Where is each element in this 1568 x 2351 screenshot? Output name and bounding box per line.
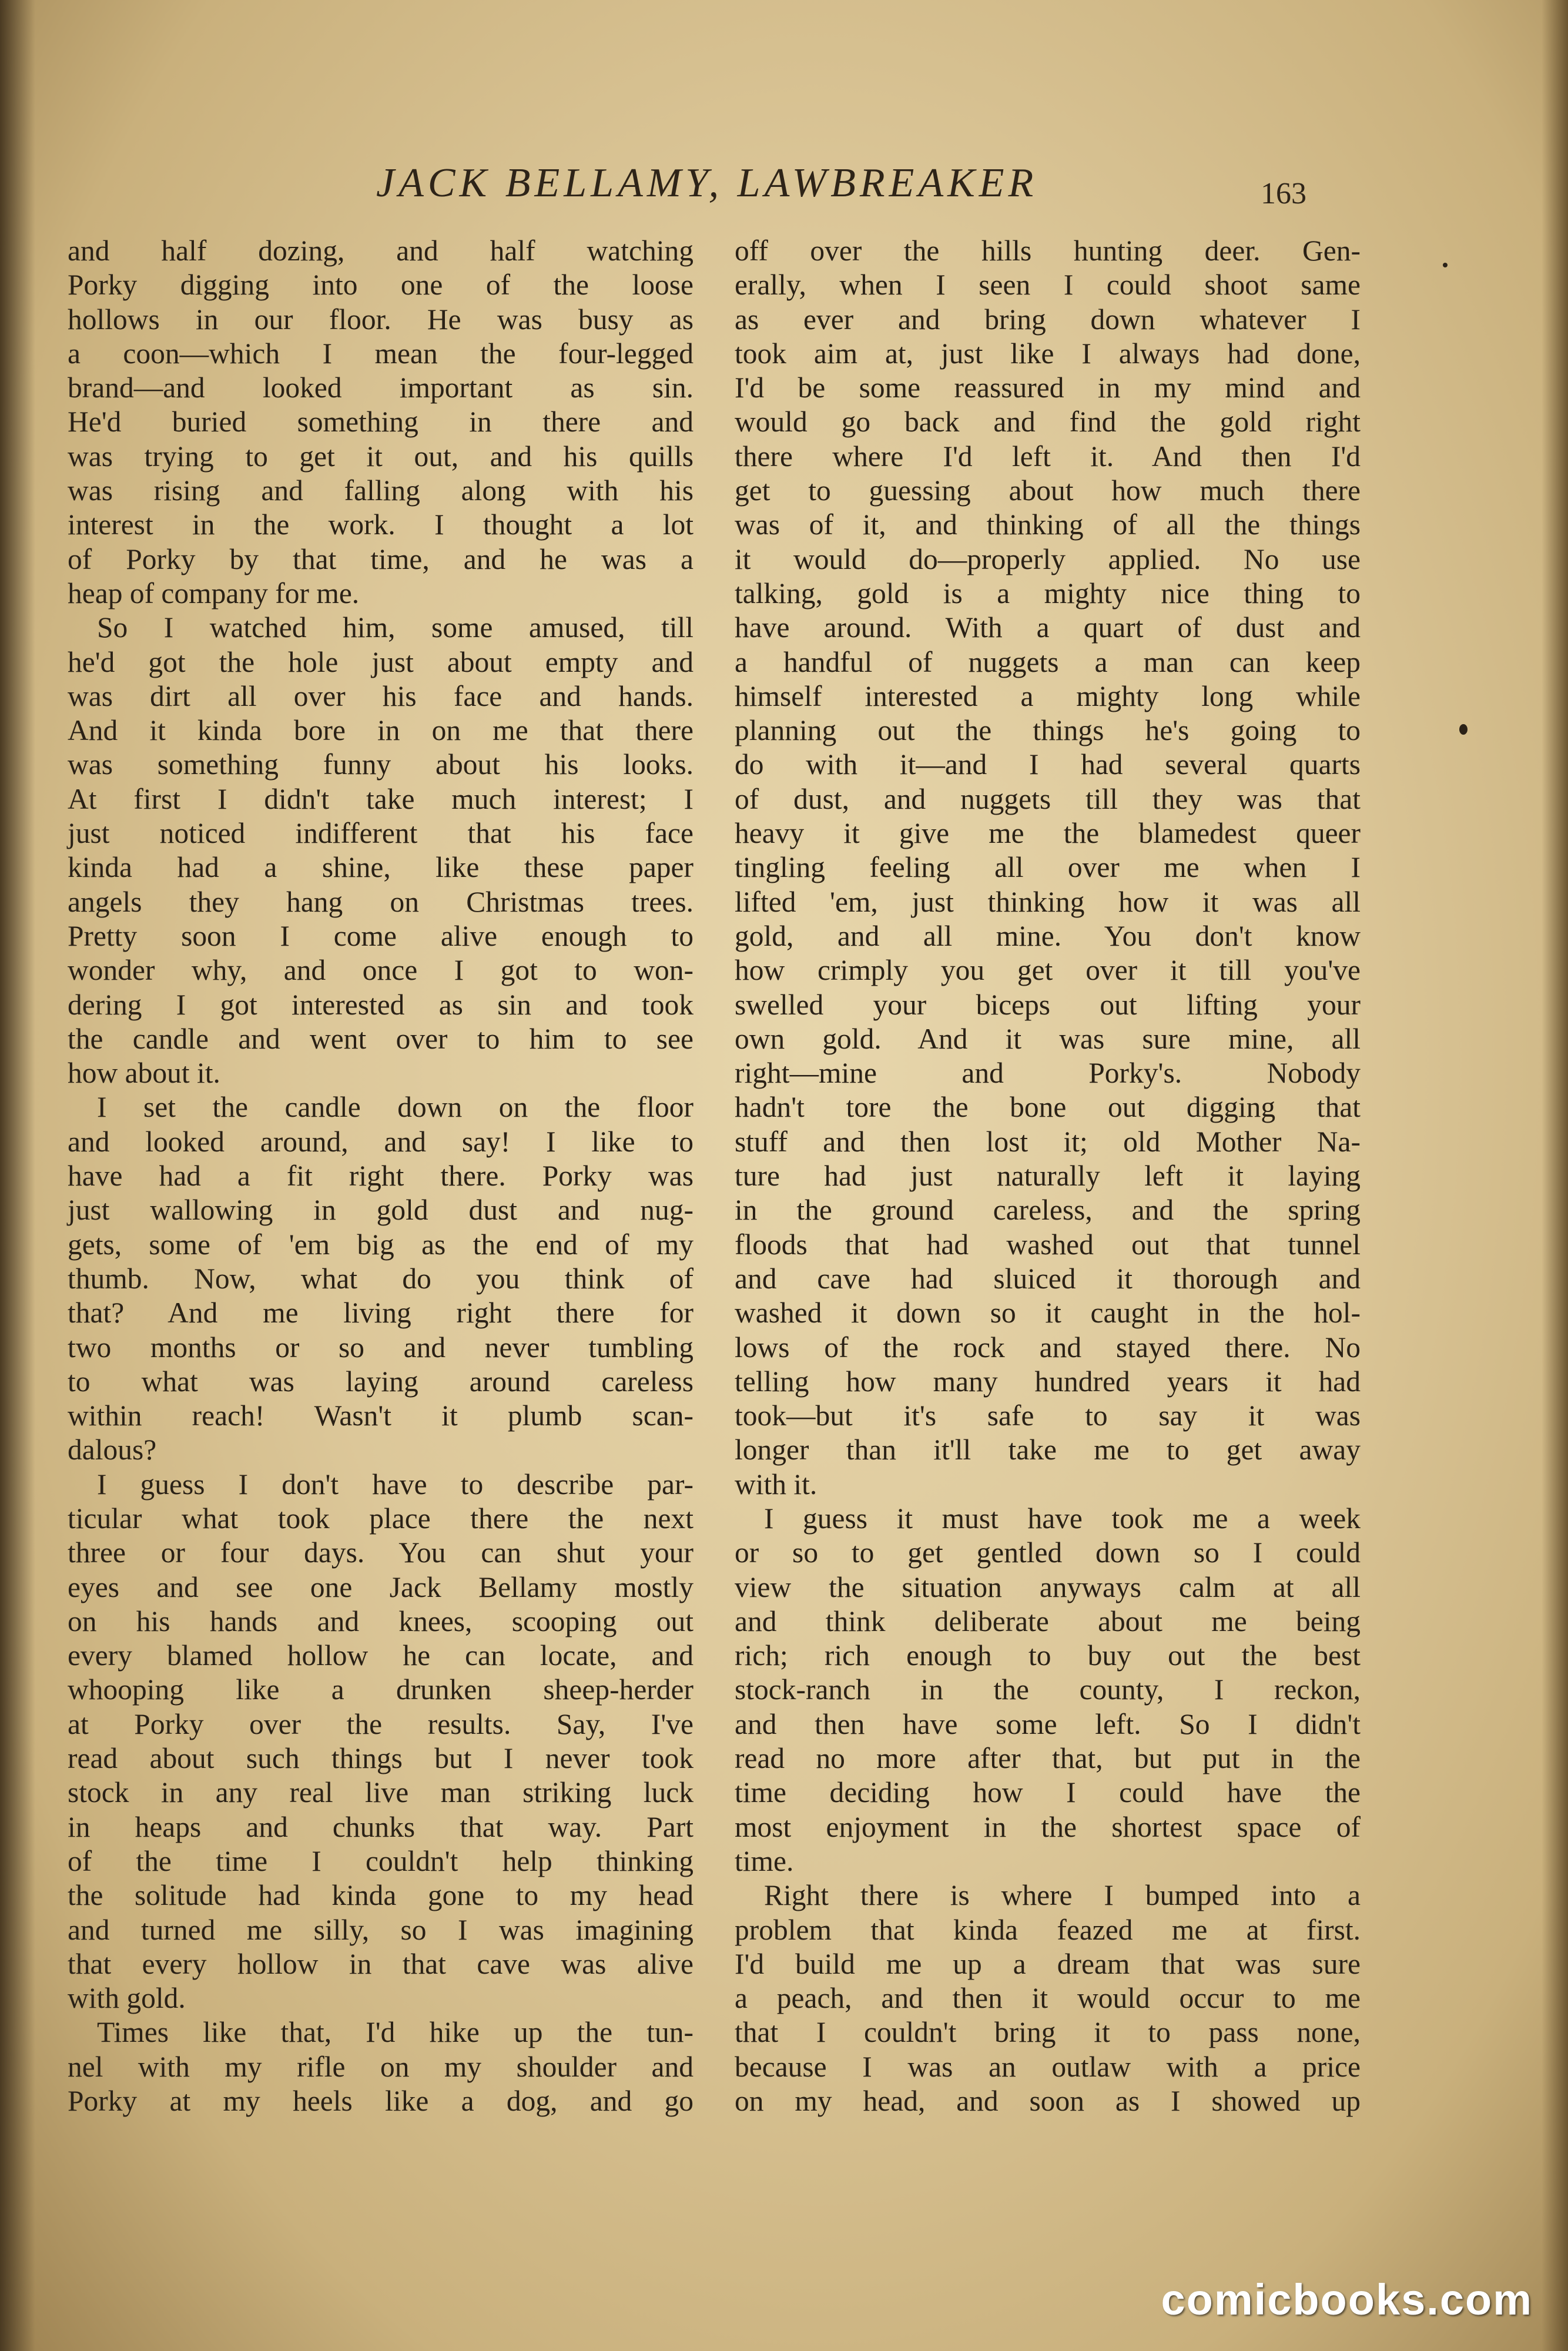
text-line: hadn't tore the bone out digging that: [735, 1091, 1361, 1124]
text-line: was something funny about his looks.: [68, 748, 693, 781]
text-line: thumb. Now, what do you think of: [68, 1262, 693, 1295]
text-line: was trying to get it out, and his quills: [68, 440, 693, 473]
text-line: in the ground careless, and the spring: [735, 1194, 1361, 1227]
text-line: and turned me silly, so I was imagining: [68, 1913, 693, 1946]
text-line: tingling feeling all over me when I: [735, 851, 1361, 884]
text-line: planning out the things he's going to: [735, 714, 1361, 747]
text-line: stuff and then lost it; old Mother Na-: [735, 1125, 1361, 1158]
text-line: just noticed indifferent that his face: [68, 817, 693, 850]
text-line: just wallowing in gold dust and nug-: [68, 1194, 693, 1227]
text-line: angels they hang on Christmas trees.: [68, 885, 693, 918]
text-line: how about it.: [68, 1057, 220, 1090]
text-line: gold, and all mine. You don't know: [735, 919, 1361, 952]
text-line: And it kinda bore in on me that there: [68, 714, 693, 747]
text-line: took—but it's safe to say it was: [735, 1399, 1361, 1432]
text-line: I guess I don't have to describe par-: [97, 1468, 693, 1501]
text-line: erally, when I seen I could shoot same: [735, 269, 1361, 302]
text-line: and cave had sluiced it thorough and: [735, 1262, 1361, 1295]
text-line: I'd build me up a dream that was sure: [735, 1947, 1361, 1980]
text-line: two months or so and never tumbling: [68, 1331, 693, 1364]
text-line: off over the hills hunting deer. Gen-: [735, 235, 1361, 267]
text-line: I'd be some reassured in my mind and: [735, 371, 1361, 404]
text-line: view the situation anyways calm at all: [735, 1570, 1361, 1603]
text-line: gets, some of 'em big as the end of my: [68, 1228, 693, 1261]
text-line: wonder why, and once I got to won-: [68, 954, 693, 987]
text-line: right—mine and Porky's. Nobody: [735, 1057, 1361, 1090]
text-line: heap of company for me.: [68, 577, 360, 609]
text-line: there where I'd left it. And then I'd: [735, 440, 1361, 473]
text-line: a coon—which I mean the four-legged: [68, 337, 693, 370]
text-line: a peach, and then it would occur to me: [735, 1982, 1361, 2015]
text-line: most enjoyment in the shortest space of: [735, 1810, 1361, 1843]
text-line: Pretty soon I come alive enough to: [68, 919, 693, 952]
text-line: get to guessing about how much there: [735, 474, 1361, 507]
text-line: within reach! Wasn't it plumb scan-: [68, 1399, 693, 1432]
text-line: that I couldn't bring it to pass none,: [735, 2016, 1361, 2049]
text-line: stock-ranch in the county, I reckon,: [735, 1673, 1361, 1706]
text-line: have had a fit right there. Porky was: [68, 1160, 693, 1193]
page-edge-shadow: [1542, 0, 1568, 2351]
text-line: Right there is where I bumped into a: [764, 1879, 1361, 1912]
text-line: floods that had washed out that tunnel: [735, 1228, 1361, 1261]
text-line: how crimply you get over it till you've: [735, 954, 1361, 987]
text-line: the candle and went over to him to see: [68, 1022, 693, 1055]
text-line: himself interested a mighty long while: [735, 679, 1361, 712]
text-line: with gold.: [68, 1982, 186, 2015]
text-line: was of it, and thinking of all the things: [735, 508, 1361, 541]
text-line: stock in any real live man striking luck: [68, 1776, 693, 1809]
text-line: washed it down so it caught in the hol-: [735, 1297, 1361, 1329]
text-line: brand—and looked important as sin.: [68, 371, 693, 404]
text-line: of dust, and nuggets till they was that: [735, 782, 1361, 815]
text-line: and then have some left. So I didn't: [735, 1707, 1361, 1740]
text-line: I set the candle down on the floor: [97, 1091, 693, 1124]
text-line: Times like that, I'd hike up the tun-: [97, 2016, 693, 2049]
text-line: and half dozing, and half watching: [68, 235, 693, 267]
text-line: because I was an outlaw with a price: [735, 2050, 1361, 2083]
text-line: So I watched him, some amused, till: [97, 611, 693, 644]
text-line: dering I got interested as sin and took: [68, 988, 693, 1021]
text-line: He'd buried something in there and: [68, 406, 693, 438]
text-line: read about such things but I never took: [68, 1742, 693, 1775]
ink-speck: [1443, 263, 1448, 267]
text-line: interest in the work. I thought a lot: [68, 508, 693, 541]
text-line: telling how many hundred years it had: [735, 1365, 1361, 1398]
text-line: a handful of nuggets a man can keep: [735, 645, 1361, 678]
text-line: on his hands and knees, scooping out: [68, 1605, 693, 1637]
text-line: to what was laying around careless: [68, 1365, 693, 1398]
text-line: kinda had a shine, like these paper: [68, 851, 693, 884]
text-line: the solitude had kinda gone to my head: [68, 1879, 693, 1912]
text-line: with it.: [735, 1468, 817, 1501]
text-line: problem that kinda feazed me at first.: [735, 1913, 1361, 1946]
text-line: ture had just naturally left it laying: [735, 1160, 1361, 1193]
text-line: he'd got the hole just about empty and: [68, 645, 693, 678]
text-line: or so to get gentled down so I could: [735, 1536, 1361, 1569]
text-line: read no more after that, but put in the: [735, 1742, 1361, 1775]
text-line: time.: [735, 1844, 794, 1877]
text-line: was rising and falling along with his: [68, 474, 693, 507]
text-line: of the time I couldn't help thinking: [68, 1844, 693, 1877]
watermark-logo: comicbooks.com: [1161, 2275, 1533, 2324]
text-line: have around. With a quart of dust and: [735, 611, 1361, 644]
left-text-column: [68, 234, 693, 2118]
text-line: ticular what took place there the next: [68, 1502, 693, 1535]
text-line: that? And me living right there for: [68, 1297, 693, 1329]
text-line: Porky digging into one of the loose: [68, 269, 693, 302]
text-line: do with it—and I had several quarts: [735, 748, 1361, 781]
text-line: I guess it must have took me a week: [764, 1502, 1361, 1535]
text-line: own gold. And it was sure mine, all: [735, 1022, 1361, 1055]
text-line: and think deliberate about me being: [735, 1605, 1361, 1637]
text-line: eyes and see one Jack Bellamy mostly: [68, 1570, 693, 1603]
text-line: talking, gold is a mighty nice thing to: [735, 577, 1361, 609]
running-title: JACK BELLAMY, LAWBREAKER: [376, 160, 1038, 206]
text-line: swelled your biceps out lifting your: [735, 988, 1361, 1021]
text-line: heavy it give me the blamedest queer: [735, 817, 1361, 850]
text-line: every blamed hollow he can locate, and: [68, 1639, 693, 1672]
text-line: time deciding how I could have the: [735, 1776, 1361, 1809]
text-line: At first I didn't take much interest; I: [68, 782, 693, 815]
text-line: was dirt all over his face and hands.: [68, 679, 693, 712]
text-line: as ever and bring down whatever I: [735, 303, 1361, 336]
text-line: three or four days. You can shut your: [68, 1536, 693, 1569]
binding-shadow: [0, 0, 35, 2351]
text-line: whooping like a drunken sheep-herder: [68, 1673, 693, 1706]
text-line: of Porky by that time, and he was a: [68, 542, 693, 575]
text-line: it would do—properly applied. No use: [735, 542, 1361, 575]
text-line: Porky at my heels like a dog, and go: [68, 2085, 693, 2118]
text-line: at Porky over the results. Say, I've: [68, 1707, 693, 1740]
text-line: in heaps and chunks that way. Part: [68, 1810, 693, 1843]
text-line: longer than it'll take me to get away: [735, 1434, 1361, 1466]
text-line: and looked around, and say! I like to: [68, 1125, 693, 1158]
text-line: lifted 'em, just thinking how it was all: [735, 885, 1361, 918]
text-line: nel with my rifle on my shoulder and: [68, 2050, 693, 2083]
right-text-column: [735, 234, 1361, 2118]
ink-speck: [1459, 724, 1468, 735]
page-number: 163: [1261, 177, 1306, 210]
text-line: on my head, and soon as I showed up: [735, 2085, 1361, 2118]
text-line: dalous?: [68, 1434, 157, 1466]
text-line: lows of the rock and stayed there. No: [735, 1331, 1361, 1364]
text-line: that every hollow in that cave was alive: [68, 1947, 693, 1980]
text-line: would go back and find the gold right: [735, 406, 1361, 438]
text-line: took aim at, just like I always had done,: [735, 337, 1361, 370]
text-line: rich; rich enough to buy out the best: [735, 1639, 1361, 1672]
text-line: hollows in our floor. He was busy as: [68, 303, 693, 336]
